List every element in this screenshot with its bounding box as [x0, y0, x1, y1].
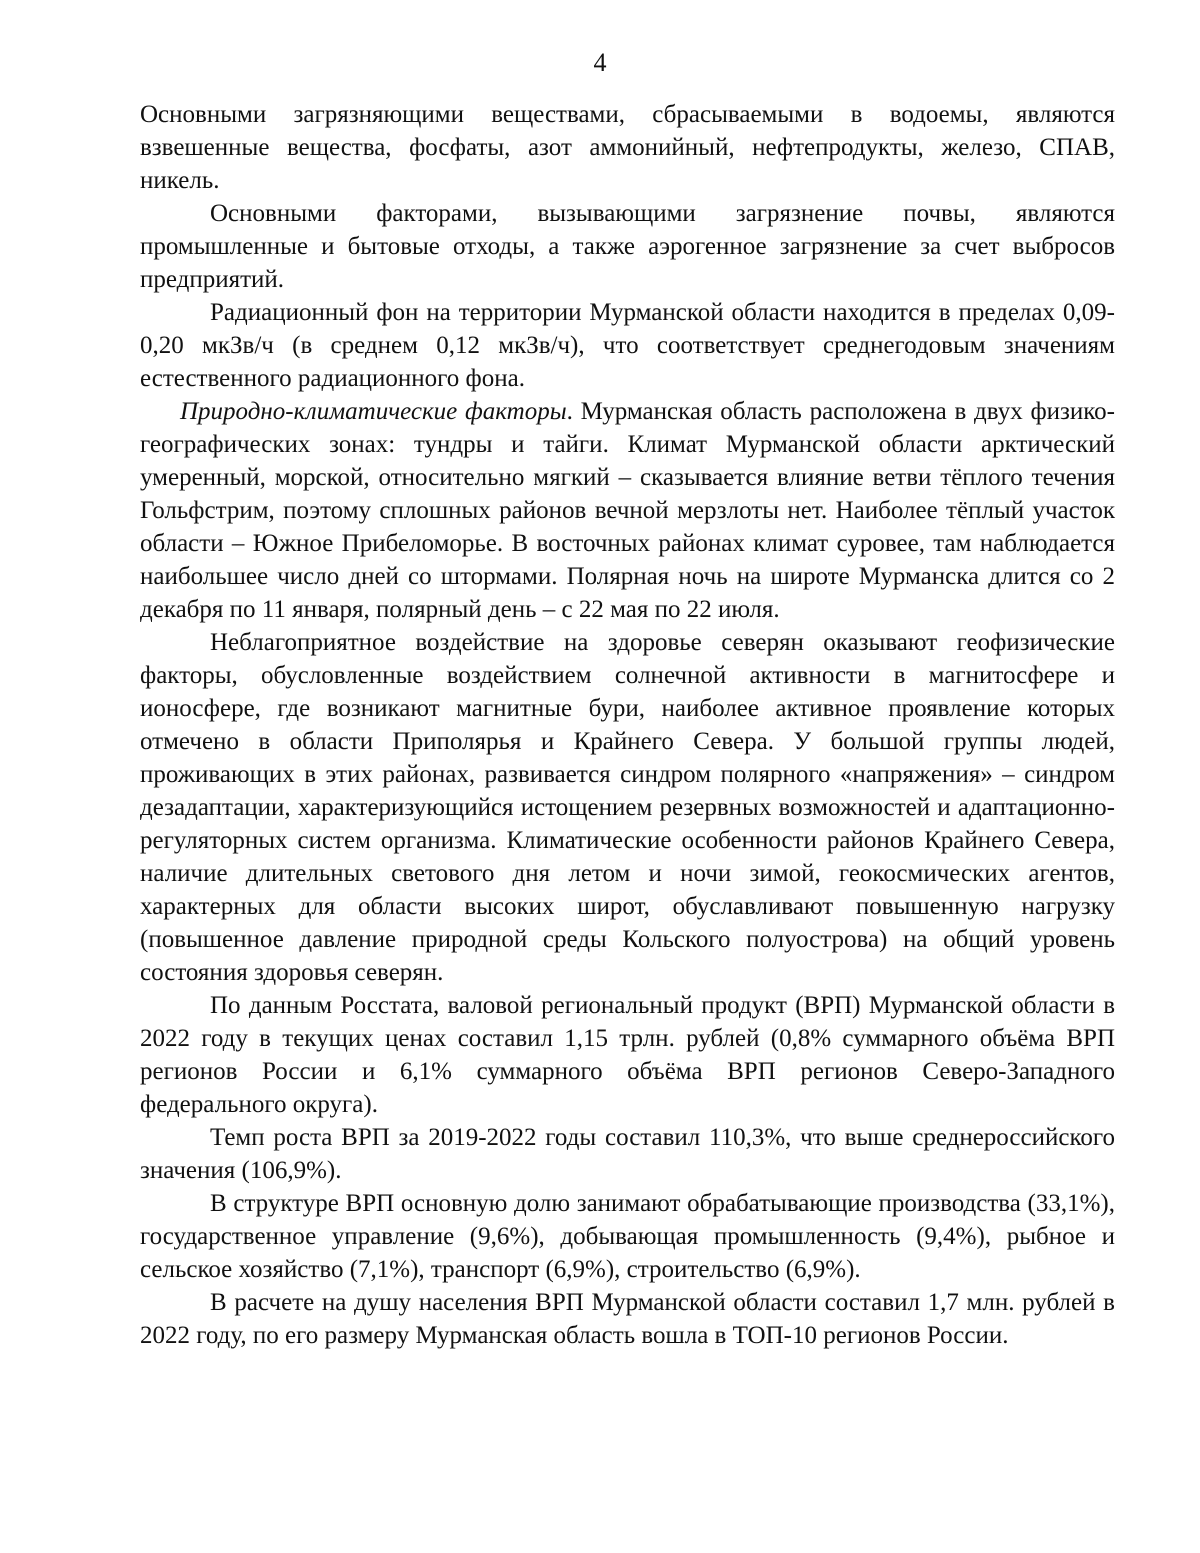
paragraph-climate-factors [140, 395, 1115, 626]
paragraph-grp-growth: Темп роста ВРП за 2019-2022 годы составил 110,3%, что выше среднероссийского значения (106,9%). [140, 1124, 1115, 1184]
paragraph-geophysical-factors: Неблагоприятное воздействие на здоровье северян оказывают геофизические факторы, обусловленные воздействием солнечной активности в магнитосфере и ионосфере, где возникают магнитные бури, наиболее активное проявление которых отмечено в области Приполярья и Крайнего Севера. У большой группы людей, проживающих в этих районах, развивается синдром полярного «напряжения» – синдром дезадаптации, характеризующийся истощением резервных возможностей и адаптационно-регуляторных систем организма. Климатические особенности районов Крайнего Севера, наличие длительных светового дня летом и ночи зимой, геокосмических агентов, характерных для области высоких широт, обуславливают повышенную нагрузку (повышенное давление природной среды Кольского полуострова) на общий уровень состояния здоровья северян. [140, 629, 1115, 986]
paragraph-climate-lead: Природно-климатические факторы [180, 398, 567, 425]
paragraph-radiation-background: Радиационный фон на территории Мурманской области находится в пределах 0,09-0,20 мкЗв/ч (в среднем 0,12 мкЗв/ч), что соответствует среднегодовым значениям естественного радиационного фона. [140, 299, 1115, 392]
page-number: 4 [593, 48, 607, 77]
paragraph-soil-pollution: Основными факторами, вызывающими загрязнение почвы, являются промышленные и бытовые отходы, а также аэрогенное загрязнение за счет выбросов предприятий. [140, 200, 1115, 293]
paragraph-grp-rosstat: По данным Росстата, валовой региональный продукт (ВРП) Мурманской области в 2022 году в текущих ценах составил 1,15 трлн. рублей (0,8% суммарного объёма ВРП регионов России и 6,1% суммарного объёма ВРП регионов Северо-Западного федерального округа). [140, 992, 1115, 1118]
paragraph-climate-text: . Мурманская область расположена в двух физико-географических зонах: тундры и тайги. Климат Мурманской области арктический умеренный, морской, относительно мягкий – сказывается влияние ветви тёплого течения Гольфстрим, поэтому сплошных районов вечной мерзлоты нет. Наиболее тёплый участок области – Южное Прибеломорье. В восточных районах климат суровее, там наблюдается наибольшее число дней со штормами. Полярная ночь на широте Мурманска длится со 2 декабря по 11 января, полярный день – с 22 мая по 22 июля. [140, 398, 1115, 623]
paragraph-grp-structure: В структуре ВРП основную долю занимают обрабатывающие производства (33,1%), государственное управление (9,6%), добывающая промышленность (9,4%), рыбное и сельское хозяйство (7,1%), транспорт (6,9%), строительство (6,9%). [140, 1190, 1115, 1283]
document-body [140, 98, 1115, 1352]
paragraph-grp-per-capita: В расчете на душу населения ВРП Мурманской области составил 1,7 млн. рублей в 2022 году, по его размеру Мурманская область вошла в ТОП-10 регионов России. [140, 1289, 1115, 1349]
paragraph-water-pollutants: Основными загрязняющими веществами, сбрасываемыми в водоемы, являются взвешенные вещества, фосфаты, азот аммонийный, нефтепродукты, железо, СПАВ, никель. [140, 101, 1115, 194]
